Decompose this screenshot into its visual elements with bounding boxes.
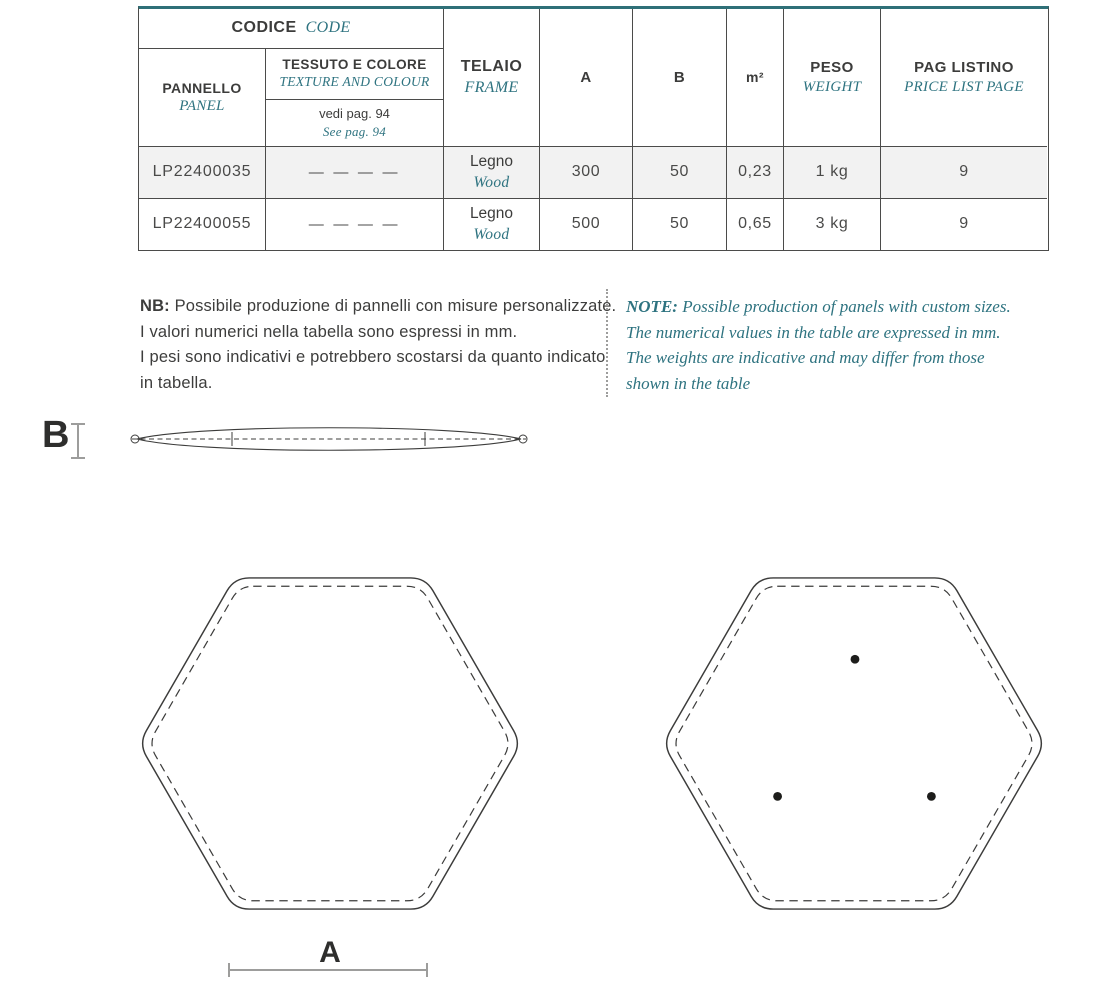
peso-label-it: PESO — [810, 59, 854, 76]
pannello-header-cell — [139, 49, 266, 147]
table-row-1-b: 50 — [633, 147, 727, 199]
table-row-1-telaio-en: Wood — [473, 173, 510, 191]
table-row-1-pag: 9 — [881, 147, 1047, 199]
note-english-line3: The weights are indicative and may differ from those — [626, 348, 985, 367]
note-english-line1-text: Possible production of panels with custom sizes. — [677, 297, 1011, 316]
telaio-label-en: FRAME — [464, 78, 519, 96]
peso-label-en: WEIGHT — [802, 78, 862, 95]
table-row-1-telaio-it: Legno — [469, 152, 514, 170]
fixing-point-dot — [927, 792, 936, 801]
dimension-a-label: A — [319, 936, 341, 969]
hexagon-panel-top-view — [137, 575, 523, 912]
pag-listino-header-cell — [881, 9, 1047, 147]
table-row-2-telaio-en: Wood — [473, 225, 510, 243]
dimension-b-line — [70, 422, 86, 460]
table-row-2-m2: 0,65 — [727, 199, 784, 250]
pag-listino-label-it: PAG LISTINO — [914, 59, 1014, 76]
codice-header-cell — [139, 9, 444, 49]
note-english-line2: The numerical values in the table are expressed in mm. — [626, 322, 1001, 342]
pag-listino-label-en: PRICE LIST PAGE — [904, 78, 1024, 95]
dimension-a-line — [227, 961, 429, 979]
table-row-2-b: 50 — [633, 199, 727, 250]
table-row-1-telaio — [444, 147, 540, 199]
table-row-1-peso: 1 kg — [784, 147, 881, 199]
note-english-line1 — [626, 294, 1096, 320]
col-b-header-cell — [633, 9, 727, 147]
tessuto-see-page-it: vedi pag. 94 — [319, 106, 390, 122]
table-row-1-a: 300 — [540, 147, 633, 199]
codice-label-it: CODICE — [231, 19, 297, 37]
note-italian-label: NB: — [140, 297, 170, 315]
table-row-2-code: LP22400055 — [139, 199, 266, 250]
tessuto-label-it: TESSUTO E COLORE — [282, 57, 427, 73]
tessuto-see-page-en: See pag. 94 — [322, 124, 387, 139]
col-m2-header-cell — [727, 9, 784, 147]
pannello-label-it: PANNELLO — [162, 79, 242, 96]
col-a-header-cell — [540, 9, 633, 147]
telaio-header-cell — [444, 9, 540, 147]
codice-label-en: CODE — [305, 19, 351, 37]
panel-side-view-drawing — [128, 421, 530, 457]
tessuto-header-cell — [266, 49, 444, 147]
notes-dotted-divider — [606, 289, 608, 397]
note-italian-line2: I valori numerici nella tabella sono espressi in mm. — [140, 322, 518, 341]
tessuto-label-en: TEXTURE AND COLOUR — [279, 74, 430, 89]
pannello-label-en: PANEL — [179, 97, 225, 114]
note-italian-line3: I pesi sono indicativi e potrebbero scostarsi da quanto indicato — [140, 348, 606, 366]
table-row-1-code: LP22400035 — [139, 147, 266, 199]
note-english-label: NOTE: — [626, 297, 678, 316]
tessuto-header-top — [266, 49, 443, 100]
peso-header-cell — [784, 9, 881, 147]
table-row-2-tessuto: — — — — — [266, 199, 444, 250]
note-italian-line4: in tabella. — [140, 373, 213, 392]
hexagon-panel-back-view — [661, 575, 1047, 912]
table-row-2-a: 500 — [540, 199, 633, 250]
note-english-line4: shown in the table — [626, 373, 751, 393]
col-b-label: B — [673, 68, 686, 86]
note-english — [626, 294, 1096, 396]
col-a-label: A — [580, 68, 592, 86]
note-italian — [140, 294, 620, 396]
spec-table — [138, 6, 1049, 251]
table-row-2-pag: 9 — [959, 215, 969, 233]
tessuto-header-sub — [266, 100, 443, 146]
table-row-2-telaio-it: Legno — [469, 204, 514, 222]
note-italian-line1 — [140, 294, 620, 320]
table-row-2-peso: 3 kg — [784, 199, 881, 250]
table-row-1-tessuto: — — — — — [266, 147, 444, 199]
table-row-1-m2: 0,23 — [727, 147, 784, 199]
table-row-2-telaio — [444, 199, 540, 250]
telaio-label-it: TELAIO — [460, 57, 523, 75]
fixing-point-dot — [851, 655, 860, 664]
dimension-b-label: B — [42, 414, 71, 456]
note-italian-line1-text: Possibile produzione di pannelli con misure personalizzate. — [169, 297, 617, 315]
fixing-point-dot — [773, 792, 782, 801]
col-m2-label: m² — [746, 69, 764, 86]
